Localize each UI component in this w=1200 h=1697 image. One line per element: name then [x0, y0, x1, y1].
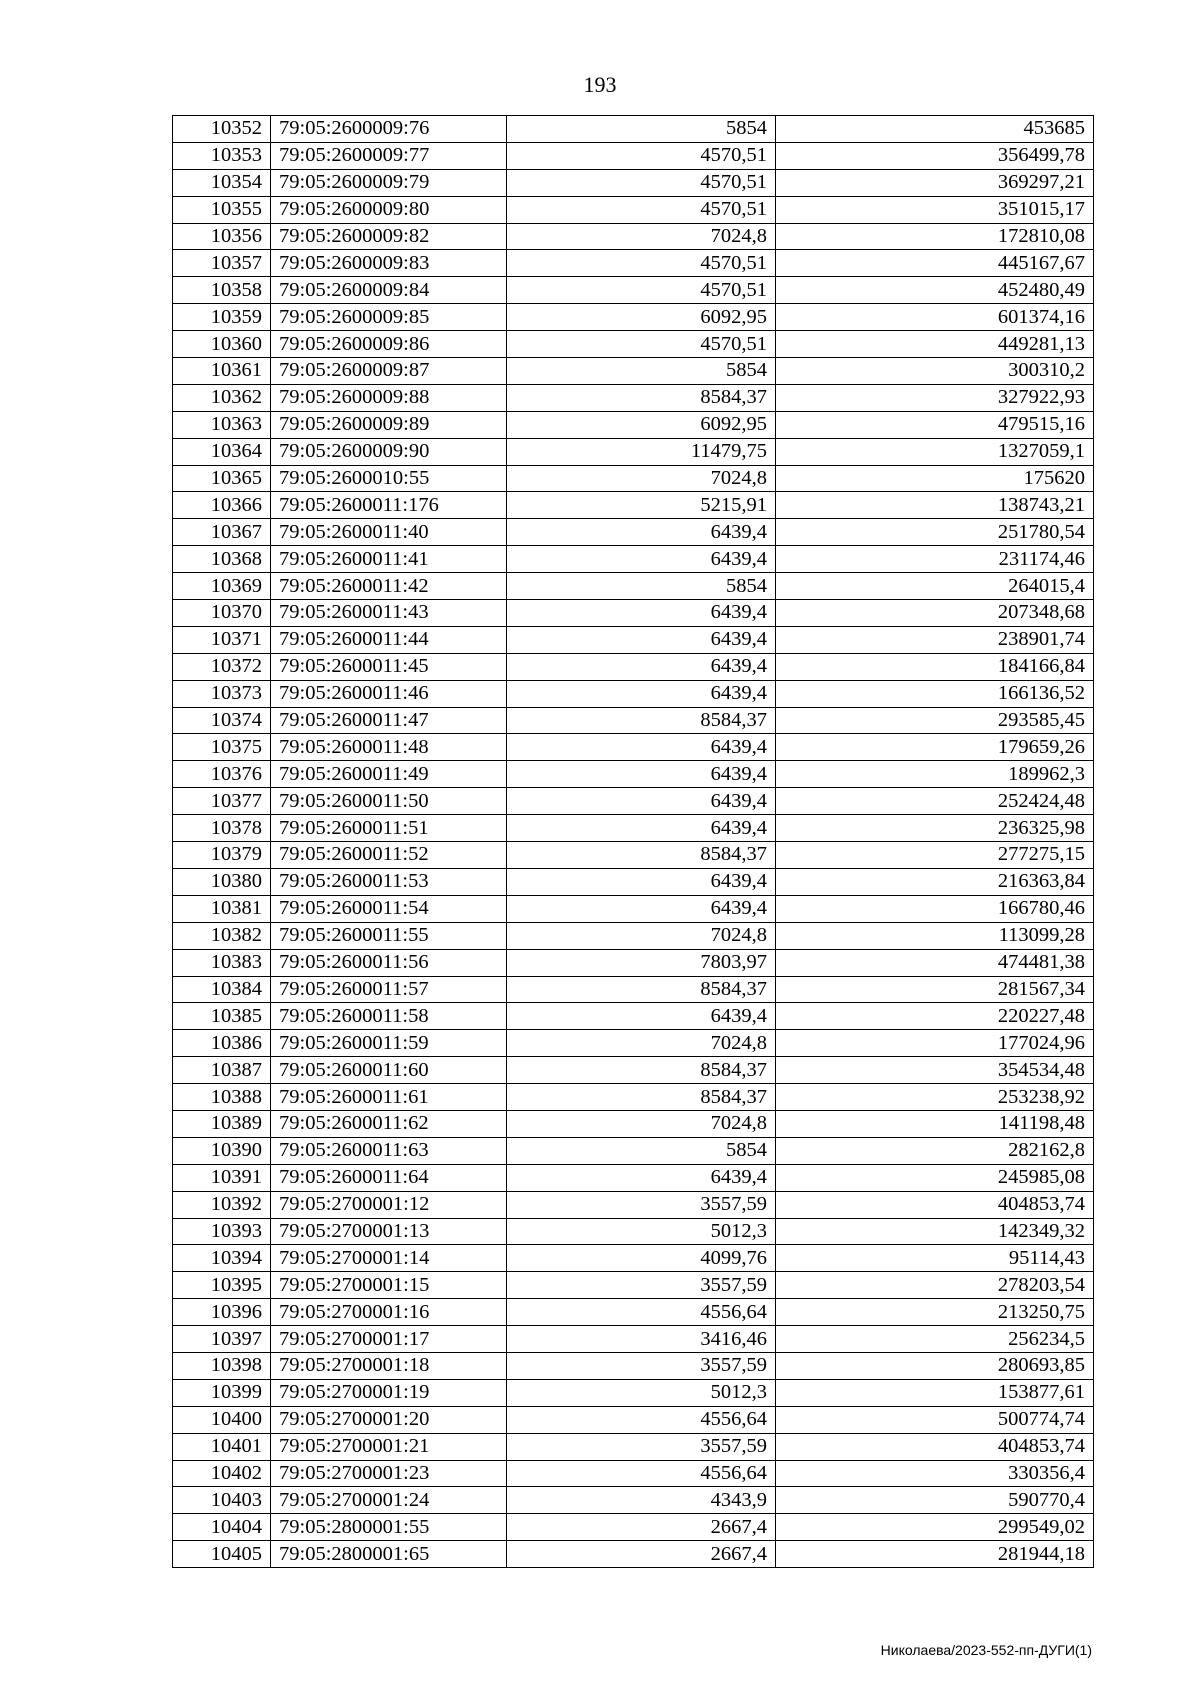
cadastral-number-cell: 79:05:2600009:76 [271, 116, 507, 143]
area-cell: 5854 [507, 116, 776, 143]
table-row [173, 1487, 1094, 1514]
area-cell: 8584,37 [507, 842, 776, 869]
table-row [173, 842, 1094, 869]
table-row [173, 1541, 1094, 1568]
cadastral-number-cell: 79:05:2600009:88 [271, 384, 507, 411]
area-cell: 3557,59 [507, 1272, 776, 1299]
page-number: 193 [583, 72, 617, 97]
table-row [173, 707, 1094, 734]
row-number-cell: 10366 [173, 492, 271, 519]
area-cell: 4556,64 [507, 1460, 776, 1487]
cadastral-number-cell: 79:05:2600009:87 [271, 358, 507, 385]
cadastral-number-cell: 79:05:2600009:82 [271, 223, 507, 250]
row-number-cell: 10380 [173, 868, 271, 895]
area-cell: 6439,4 [507, 1164, 776, 1191]
area-cell: 6439,4 [507, 680, 776, 707]
table-row [173, 1218, 1094, 1245]
cadastral-number-cell: 79:05:2600009:90 [271, 438, 507, 465]
area-cell: 6092,95 [507, 304, 776, 331]
row-number-cell: 10354 [173, 169, 271, 196]
value-cell: 354534,48 [776, 1057, 1094, 1084]
area-cell: 4099,76 [507, 1245, 776, 1272]
row-number-cell: 10368 [173, 546, 271, 573]
row-number-cell: 10390 [173, 1137, 271, 1164]
row-number-cell: 10404 [173, 1514, 271, 1541]
table-row [173, 116, 1094, 143]
table-row [173, 142, 1094, 169]
row-number-cell: 10385 [173, 1003, 271, 1030]
area-cell: 6439,4 [507, 600, 776, 627]
row-number-cell: 10388 [173, 1084, 271, 1111]
area-cell: 6439,4 [507, 626, 776, 653]
row-number-cell: 10389 [173, 1110, 271, 1137]
row-number-cell: 10371 [173, 626, 271, 653]
value-cell: 245985,08 [776, 1164, 1094, 1191]
row-number-cell: 10364 [173, 438, 271, 465]
value-cell: 281567,34 [776, 976, 1094, 1003]
value-cell: 277275,15 [776, 842, 1094, 869]
table-row [173, 949, 1094, 976]
value-cell: 177024,96 [776, 1030, 1094, 1057]
area-cell: 7024,8 [507, 1110, 776, 1137]
table-row [173, 1352, 1094, 1379]
table-row [173, 411, 1094, 438]
area-cell: 8584,37 [507, 976, 776, 1003]
value-cell: 601374,16 [776, 304, 1094, 331]
row-number-cell: 10375 [173, 734, 271, 761]
row-number-cell: 10382 [173, 922, 271, 949]
table-row [173, 626, 1094, 653]
area-cell: 4556,64 [507, 1406, 776, 1433]
row-number-cell: 10381 [173, 895, 271, 922]
table-row [173, 358, 1094, 385]
cadastral-number-cell: 79:05:2600011:176 [271, 492, 507, 519]
value-cell: 238901,74 [776, 626, 1094, 653]
table-row [173, 1460, 1094, 1487]
row-number-cell: 10361 [173, 358, 271, 385]
row-number-cell: 10378 [173, 815, 271, 842]
value-cell: 351015,17 [776, 196, 1094, 223]
value-cell: 369297,21 [776, 169, 1094, 196]
cadastral-number-cell: 79:05:2800001:55 [271, 1514, 507, 1541]
area-cell: 8584,37 [507, 1057, 776, 1084]
table-row [173, 1084, 1094, 1111]
area-cell: 3557,59 [507, 1191, 776, 1218]
table-row [173, 1003, 1094, 1030]
cadastral-number-cell: 79:05:2600011:48 [271, 734, 507, 761]
table-row [173, 868, 1094, 895]
area-cell: 6439,4 [507, 895, 776, 922]
cadastral-number-cell: 79:05:2700001:16 [271, 1299, 507, 1326]
area-cell: 3557,59 [507, 1352, 776, 1379]
table-row [173, 250, 1094, 277]
cadastral-number-cell: 79:05:2600009:86 [271, 331, 507, 358]
cadastral-number-cell: 79:05:2600011:63 [271, 1137, 507, 1164]
row-number-cell: 10367 [173, 519, 271, 546]
cadastral-number-cell: 79:05:2600009:85 [271, 304, 507, 331]
row-number-cell: 10379 [173, 842, 271, 869]
cadastral-number-cell: 79:05:2600011:50 [271, 788, 507, 815]
value-cell: 299549,02 [776, 1514, 1094, 1541]
table-row [173, 277, 1094, 304]
row-number-cell: 10386 [173, 1030, 271, 1057]
row-number-cell: 10394 [173, 1245, 271, 1272]
value-cell: 189962,3 [776, 761, 1094, 788]
value-cell: 141198,48 [776, 1110, 1094, 1137]
value-cell: 281944,18 [776, 1541, 1094, 1568]
cadastral-number-cell: 79:05:2600011:55 [271, 922, 507, 949]
table-row [173, 734, 1094, 761]
cadastral-number-cell: 79:05:2600011:61 [271, 1084, 507, 1111]
row-number-cell: 10402 [173, 1460, 271, 1487]
table-row [173, 788, 1094, 815]
value-cell: 278203,54 [776, 1272, 1094, 1299]
area-cell: 3416,46 [507, 1326, 776, 1353]
area-cell: 5854 [507, 1137, 776, 1164]
table-row [173, 519, 1094, 546]
table-row [173, 815, 1094, 842]
area-cell: 4570,51 [507, 169, 776, 196]
value-cell: 231174,46 [776, 546, 1094, 573]
table-row [173, 1030, 1094, 1057]
value-cell: 113099,28 [776, 922, 1094, 949]
table-row [173, 895, 1094, 922]
value-cell: 300310,2 [776, 358, 1094, 385]
value-cell: 138743,21 [776, 492, 1094, 519]
cadastral-number-cell: 79:05:2700001:24 [271, 1487, 507, 1514]
value-cell: 184166,84 [776, 653, 1094, 680]
value-cell: 216363,84 [776, 868, 1094, 895]
value-cell: 252424,48 [776, 788, 1094, 815]
row-number-cell: 10395 [173, 1272, 271, 1299]
cadastral-number-cell: 79:05:2600011:62 [271, 1110, 507, 1137]
cadastral-number-cell: 79:05:2600011:40 [271, 519, 507, 546]
row-number-cell: 10355 [173, 196, 271, 223]
area-cell: 6439,4 [507, 653, 776, 680]
cadastral-number-cell: 79:05:2600011:52 [271, 842, 507, 869]
area-cell: 5012,3 [507, 1379, 776, 1406]
table-row [173, 1379, 1094, 1406]
table-row [173, 546, 1094, 573]
row-number-cell: 10387 [173, 1057, 271, 1084]
row-number-cell: 10397 [173, 1326, 271, 1353]
table-row [173, 223, 1094, 250]
area-cell: 4570,51 [507, 250, 776, 277]
area-cell: 7024,8 [507, 465, 776, 492]
cadastral-number-cell: 79:05:2600009:79 [271, 169, 507, 196]
value-cell: 500774,74 [776, 1406, 1094, 1433]
row-number-cell: 10392 [173, 1191, 271, 1218]
cadastral-number-cell: 79:05:2600011:51 [271, 815, 507, 842]
value-cell: 590770,4 [776, 1487, 1094, 1514]
row-number-cell: 10396 [173, 1299, 271, 1326]
value-cell: 280693,85 [776, 1352, 1094, 1379]
cadastral-number-cell: 79:05:2700001:19 [271, 1379, 507, 1406]
row-number-cell: 10356 [173, 223, 271, 250]
value-cell: 172810,08 [776, 223, 1094, 250]
table-row [173, 1164, 1094, 1191]
value-cell: 179659,26 [776, 734, 1094, 761]
cadastral-number-cell: 79:05:2600011:58 [271, 1003, 507, 1030]
row-number-cell: 10357 [173, 250, 271, 277]
value-cell: 453685 [776, 116, 1094, 143]
table-row [173, 1433, 1094, 1460]
value-cell: 356499,78 [776, 142, 1094, 169]
value-cell: 95114,43 [776, 1245, 1094, 1272]
table-row [173, 653, 1094, 680]
cadastral-number-cell: 79:05:2600011:49 [271, 761, 507, 788]
area-cell: 4570,51 [507, 142, 776, 169]
table-row [173, 680, 1094, 707]
value-cell: 479515,16 [776, 411, 1094, 438]
row-number-cell: 10384 [173, 976, 271, 1003]
area-cell: 5854 [507, 573, 776, 600]
area-cell: 11479,75 [507, 438, 776, 465]
table-row [173, 1406, 1094, 1433]
cadastral-number-cell: 79:05:2600011:42 [271, 573, 507, 600]
cadastral-number-cell: 79:05:2600009:83 [271, 250, 507, 277]
area-cell: 7024,8 [507, 1030, 776, 1057]
cadastral-number-cell: 79:05:2600011:54 [271, 895, 507, 922]
area-cell: 4570,51 [507, 277, 776, 304]
table-row [173, 1110, 1094, 1137]
area-cell: 4570,51 [507, 196, 776, 223]
row-number-cell: 10376 [173, 761, 271, 788]
value-cell: 207348,68 [776, 600, 1094, 627]
value-cell: 474481,38 [776, 949, 1094, 976]
value-cell: 253238,92 [776, 1084, 1094, 1111]
value-cell: 175620 [776, 465, 1094, 492]
area-cell: 2667,4 [507, 1541, 776, 1568]
table-row [173, 1245, 1094, 1272]
cadastral-number-cell: 79:05:2600011:43 [271, 600, 507, 627]
table-row [173, 1191, 1094, 1218]
table-row [173, 922, 1094, 949]
area-cell: 5012,3 [507, 1218, 776, 1245]
value-cell: 293585,45 [776, 707, 1094, 734]
row-number-cell: 10377 [173, 788, 271, 815]
cadastral-number-cell: 79:05:2600011:46 [271, 680, 507, 707]
table-body [173, 116, 1094, 1568]
row-number-cell: 10369 [173, 573, 271, 600]
area-cell: 7024,8 [507, 223, 776, 250]
row-number-cell: 10398 [173, 1352, 271, 1379]
table-row [173, 1272, 1094, 1299]
row-number-cell: 10352 [173, 116, 271, 143]
area-cell: 4343,9 [507, 1487, 776, 1514]
cadastral-number-cell: 79:05:2700001:15 [271, 1272, 507, 1299]
area-cell: 5854 [507, 358, 776, 385]
row-number-cell: 10405 [173, 1541, 271, 1568]
area-cell: 6439,4 [507, 734, 776, 761]
cadastral-table [172, 115, 1094, 1568]
table-row [173, 196, 1094, 223]
area-cell: 6092,95 [507, 411, 776, 438]
table-row [173, 304, 1094, 331]
cadastral-number-cell: 79:05:2600011:45 [271, 653, 507, 680]
value-cell: 251780,54 [776, 519, 1094, 546]
area-cell: 2667,4 [507, 1514, 776, 1541]
cadastral-number-cell: 79:05:2600010:55 [271, 465, 507, 492]
area-cell: 8584,37 [507, 1084, 776, 1111]
cadastral-number-cell: 79:05:2600009:84 [271, 277, 507, 304]
table-row [173, 761, 1094, 788]
cadastral-number-cell: 79:05:2600011:44 [271, 626, 507, 653]
row-number-cell: 10359 [173, 304, 271, 331]
table-row [173, 492, 1094, 519]
value-cell: 153877,61 [776, 1379, 1094, 1406]
cadastral-number-cell: 79:05:2700001:21 [271, 1433, 507, 1460]
area-cell: 5215,91 [507, 492, 776, 519]
row-number-cell: 10383 [173, 949, 271, 976]
row-number-cell: 10370 [173, 600, 271, 627]
cadastral-number-cell: 79:05:2600011:64 [271, 1164, 507, 1191]
cadastral-number-cell: 79:05:2700001:20 [271, 1406, 507, 1433]
row-number-cell: 10353 [173, 142, 271, 169]
cadastral-number-cell: 79:05:2600011:41 [271, 546, 507, 573]
table-row [173, 600, 1094, 627]
area-cell: 8584,37 [507, 707, 776, 734]
cadastral-number-cell: 79:05:2700001:17 [271, 1326, 507, 1353]
cadastral-number-cell: 79:05:2600011:59 [271, 1030, 507, 1057]
cadastral-number-cell: 79:05:2600009:77 [271, 142, 507, 169]
table-row [173, 1326, 1094, 1353]
area-cell: 6439,4 [507, 815, 776, 842]
cadastral-number-cell: 79:05:2700001:12 [271, 1191, 507, 1218]
area-cell: 6439,4 [507, 519, 776, 546]
cadastral-number-cell: 79:05:2600011:60 [271, 1057, 507, 1084]
value-cell: 166136,52 [776, 680, 1094, 707]
area-cell: 6439,4 [507, 868, 776, 895]
value-cell: 1327059,1 [776, 438, 1094, 465]
area-cell: 7803,97 [507, 949, 776, 976]
cadastral-number-cell: 79:05:2700001:13 [271, 1218, 507, 1245]
value-cell: 330356,4 [776, 1460, 1094, 1487]
value-cell: 213250,75 [776, 1299, 1094, 1326]
table-row [173, 465, 1094, 492]
value-cell: 327922,93 [776, 384, 1094, 411]
row-number-cell: 10363 [173, 411, 271, 438]
area-cell: 4556,64 [507, 1299, 776, 1326]
value-cell: 404853,74 [776, 1433, 1094, 1460]
value-cell: 404853,74 [776, 1191, 1094, 1218]
value-cell: 452480,49 [776, 277, 1094, 304]
cadastral-number-cell: 79:05:2600011:53 [271, 868, 507, 895]
cadastral-number-cell: 79:05:2600009:89 [271, 411, 507, 438]
row-number-cell: 10358 [173, 277, 271, 304]
cadastral-number-cell: 79:05:2700001:23 [271, 1460, 507, 1487]
table-row [173, 1514, 1094, 1541]
row-number-cell: 10373 [173, 680, 271, 707]
row-number-cell: 10365 [173, 465, 271, 492]
area-cell: 6439,4 [507, 1003, 776, 1030]
value-cell: 445167,67 [776, 250, 1094, 277]
row-number-cell: 10401 [173, 1433, 271, 1460]
footer-reference: Николаева/2023-552-пп-ДУГИ(1) [880, 1642, 1092, 1658]
row-number-cell: 10374 [173, 707, 271, 734]
cadastral-number-cell: 79:05:2600009:80 [271, 196, 507, 223]
row-number-cell: 10400 [173, 1406, 271, 1433]
table-row [173, 1137, 1094, 1164]
table-row [173, 1299, 1094, 1326]
row-number-cell: 10403 [173, 1487, 271, 1514]
value-cell: 166780,46 [776, 895, 1094, 922]
cadastral-number-cell: 79:05:2700001:18 [271, 1352, 507, 1379]
area-cell: 6439,4 [507, 761, 776, 788]
table-row [173, 1057, 1094, 1084]
area-cell: 6439,4 [507, 788, 776, 815]
area-cell: 7024,8 [507, 922, 776, 949]
table-row [173, 169, 1094, 196]
cadastral-number-cell: 79:05:2600011:47 [271, 707, 507, 734]
value-cell: 449281,13 [776, 331, 1094, 358]
table-row [173, 331, 1094, 358]
area-cell: 6439,4 [507, 546, 776, 573]
value-cell: 282162,8 [776, 1137, 1094, 1164]
row-number-cell: 10362 [173, 384, 271, 411]
value-cell: 142349,32 [776, 1218, 1094, 1245]
table-row [173, 438, 1094, 465]
table-row [173, 384, 1094, 411]
row-number-cell: 10360 [173, 331, 271, 358]
row-number-cell: 10393 [173, 1218, 271, 1245]
row-number-cell: 10399 [173, 1379, 271, 1406]
cadastral-number-cell: 79:05:2800001:65 [271, 1541, 507, 1568]
value-cell: 220227,48 [776, 1003, 1094, 1030]
cadastral-number-cell: 79:05:2600011:57 [271, 976, 507, 1003]
cadastral-number-cell: 79:05:2700001:14 [271, 1245, 507, 1272]
cadastral-number-cell: 79:05:2600011:56 [271, 949, 507, 976]
table-row [173, 573, 1094, 600]
area-cell: 3557,59 [507, 1433, 776, 1460]
value-cell: 264015,4 [776, 573, 1094, 600]
value-cell: 236325,98 [776, 815, 1094, 842]
area-cell: 8584,37 [507, 384, 776, 411]
row-number-cell: 10372 [173, 653, 271, 680]
row-number-cell: 10391 [173, 1164, 271, 1191]
table-row [173, 976, 1094, 1003]
value-cell: 256234,5 [776, 1326, 1094, 1353]
area-cell: 4570,51 [507, 331, 776, 358]
